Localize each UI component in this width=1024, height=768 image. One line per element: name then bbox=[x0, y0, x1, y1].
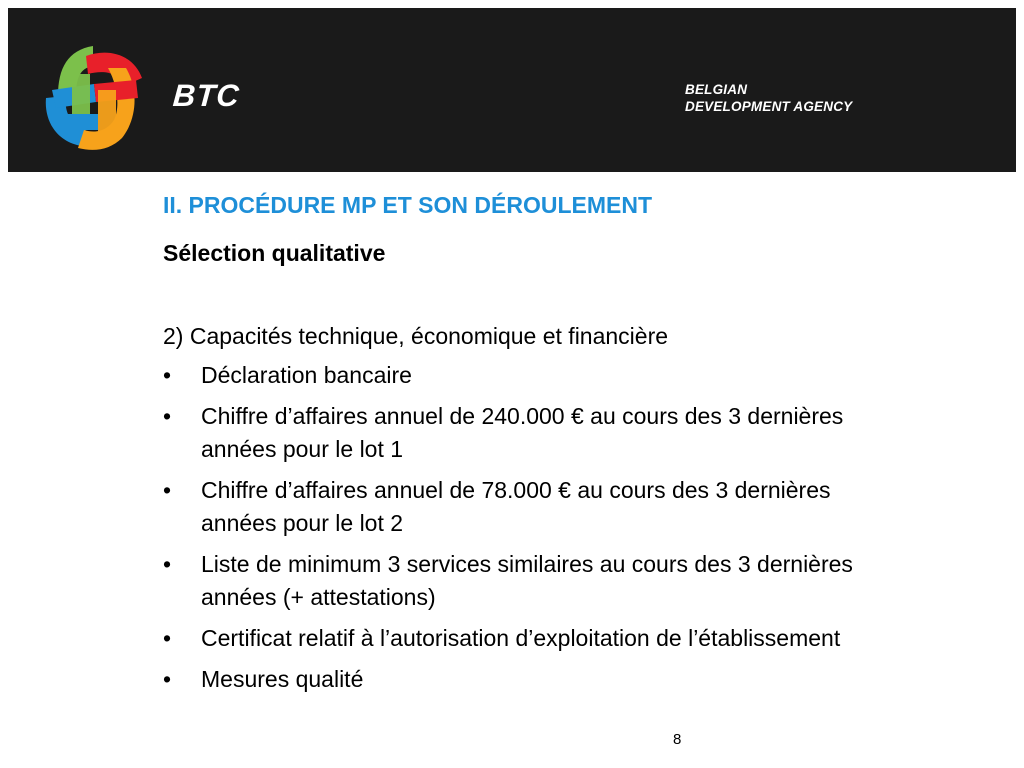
bullet-list bbox=[163, 359, 903, 696]
subtitle: Sélection qualitative bbox=[163, 240, 386, 266]
agency-line-1: BELGIAN bbox=[685, 82, 748, 97]
list-item bbox=[163, 400, 903, 466]
slide-content bbox=[163, 320, 903, 704]
list-item-text: Chiffre d’affaires annuel de 240.000 € au cours des 3 dernières années pour le lot 1 bbox=[201, 403, 844, 462]
brand-wordmark: BTC bbox=[171, 78, 241, 113]
intro-line: 2) Capacités technique, économique et financière bbox=[163, 323, 669, 349]
bullet-icon: • bbox=[163, 551, 172, 577]
bullet-icon: • bbox=[163, 477, 172, 503]
list-item-text: Liste de minimum 3 services similaires au cours des 3 dernières années (+ attestations) bbox=[201, 551, 853, 610]
list-item-text: Mesures qualité bbox=[201, 666, 364, 692]
list-item bbox=[163, 548, 903, 614]
bullet-icon: • bbox=[163, 625, 172, 651]
btc-logo-icon bbox=[38, 38, 150, 156]
list-item bbox=[163, 474, 903, 540]
bullet-icon: • bbox=[163, 362, 172, 388]
page-number: 8 bbox=[673, 731, 682, 748]
header-band bbox=[8, 8, 1016, 172]
list-item-text: Déclaration bancaire bbox=[201, 362, 412, 388]
bullet-icon: • bbox=[163, 403, 172, 429]
list-item-text: Chiffre d’affaires annuel de 78.000 € au cours des 3 dernières années pour le lot 2 bbox=[201, 477, 831, 536]
list-item bbox=[163, 622, 903, 655]
agency-name bbox=[685, 81, 852, 115]
list-item bbox=[163, 359, 903, 392]
section-title: II. PROCÉDURE MP ET SON DÉROULEMENT bbox=[163, 192, 653, 218]
agency-line-2: DEVELOPMENT AGENCY bbox=[685, 99, 853, 114]
bullet-icon: • bbox=[163, 666, 172, 692]
list-item bbox=[163, 663, 903, 696]
list-item-text: Certificat relatif à l’autorisation d’exploitation de l’établissement bbox=[201, 625, 841, 651]
